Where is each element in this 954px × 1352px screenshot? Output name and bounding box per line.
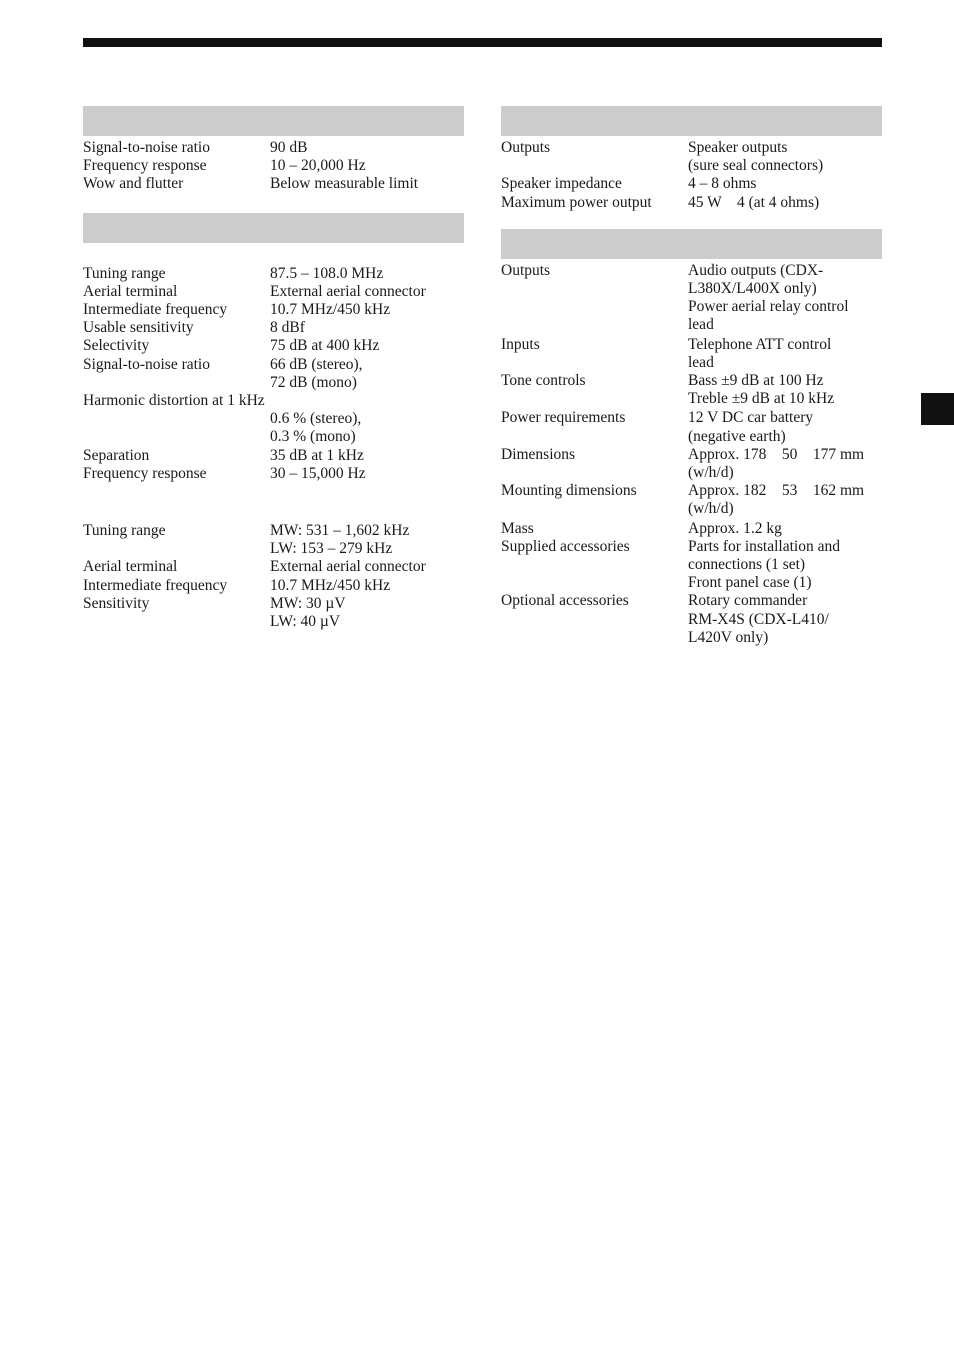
spec-label: Supplied accessories [501,537,630,555]
spec-value: RM-X4S (CDX-L410/ [688,610,829,628]
spec-label: Outputs [501,261,551,279]
spec-label: Intermediate frequency [83,576,228,594]
spec-label: Inputs [501,335,540,353]
spec-value: 45 W 4 (at 4 ohms) [688,193,820,211]
spec-row [501,482,882,518]
spec-label: Usable sensitivity [83,319,194,337]
spec-label: Mass [501,519,534,537]
spec-row [501,538,882,593]
spec-row [501,592,882,647]
spec-label: Frequency response [83,157,207,175]
spec-value: L420V only) [688,628,769,646]
spec-label: Mounting dimensions [501,482,637,500]
spec-row [83,465,464,483]
spec-label: Harmonic distortion at 1 kHz [83,392,265,410]
spec-value: 10 – 20,000 Hz [270,157,366,175]
player-section-header [83,106,464,136]
spec-value: (sure seal connectors) [688,157,824,175]
spec-value: 0.3 % (mono) [270,428,356,446]
general-section-specs [501,262,882,647]
top-rule [83,38,882,47]
spec-row [501,336,882,372]
right-column [501,106,882,647]
spec-label: Maximum power output [501,193,652,211]
spec-row [83,356,464,392]
spec-value: Audio outputs (CDX- [688,261,824,279]
spec-value: Approx. 178 50 177 mm [688,445,865,463]
spec-value: (w/h/d) [688,464,734,482]
spec-value: External aerial connector [270,558,426,576]
spec-value: Below measurable limit [270,175,419,193]
spec-row [83,447,464,465]
spec-value: lead [688,353,714,371]
spec-value: (negative earth) [688,427,786,445]
player-section-specs [83,139,464,194]
spec-label: Power requirements [501,409,626,427]
spec-value: 66 dB (stereo), [270,355,363,373]
spec-value: Parts for installation and [688,537,840,555]
spec-value: Front panel case (1) [688,574,812,592]
spec-label: Outputs [501,139,551,156]
spec-row [83,522,464,558]
spec-label: Optional accessories [501,592,629,610]
spec-label: Tone controls [501,372,586,390]
amplifier-section-header [501,106,882,136]
spec-row [501,446,882,482]
spec-value: Bass ±9 dB at 100 Hz [688,372,824,390]
spec-label: Aerial terminal [83,558,178,576]
spec-row [83,337,464,355]
spec-value: LW: 153 – 279 kHz [270,540,393,558]
spec-label: Speaker impedance [501,175,622,193]
tuner-am-specs [83,522,464,631]
spec-value: Speaker outputs [688,139,788,156]
spec-label: Separation [83,446,150,464]
spec-label: Signal-to-noise ratio [83,355,210,373]
spec-row [501,139,882,175]
spec-value: External aerial connector [270,282,426,300]
spec-value: 10.7 MHz/450 kHz [270,576,391,594]
spec-value: Approx. 1.2 kg [688,519,782,537]
spec-row [83,319,464,337]
spec-row [83,139,464,157]
spec-label: Tuning range [83,522,166,540]
spec-value: Telephone ATT control [688,335,832,353]
spec-row [83,265,464,283]
spec-value: 75 dB at 400 kHz [270,337,380,355]
spec-value: 90 dB [270,139,308,156]
spec-label: Wow and flutter [83,175,184,193]
spec-label: Frequency response [83,464,207,482]
spec-value: 87.5 – 108.0 MHz [270,264,384,282]
spec-value: 30 – 15,000 Hz [270,464,366,482]
spec-value: MW: 531 – 1,602 kHz [270,522,410,540]
spec-row [83,283,464,301]
amplifier-section-specs [501,139,882,212]
spec-label: Dimensions [501,445,576,463]
spec-value: 35 dB at 1 kHz [270,446,364,464]
spec-row [83,157,464,175]
spec-row [83,595,464,631]
spec-value: Treble ±9 dB at 10 kHz [688,390,835,408]
spec-label: Tuning range [83,264,166,282]
spec-value: (w/h/d) [688,500,734,518]
spec-value: 72 dB (mono) [270,373,357,391]
spec-label: Sensitivity [83,594,150,612]
spec-value: connections (1 set) [688,556,806,574]
left-column [83,106,464,631]
spec-row [83,301,464,319]
spec-label: Intermediate frequency [83,301,228,319]
spec-row [83,392,464,410]
spec-value: L380X/L400X only) [688,280,817,298]
spec-value: MW: 30 µV [270,594,346,612]
general-section-header [501,229,882,259]
spec-value: 0.6 % (stereo), [270,410,362,428]
spec-row [501,372,882,408]
spec-row [83,410,464,446]
spec-value: Power aerial relay control [688,298,849,316]
spec-row [501,194,882,212]
spec-row [501,409,882,445]
spec-value: 4 – 8 ohms [688,175,757,193]
spec-row [501,262,882,335]
spec-row [501,520,882,538]
spec-value: 8 dBf [270,319,305,337]
spec-row [501,175,882,193]
spec-row [83,577,464,595]
spec-value: LW: 40 µV [270,613,341,631]
spec-value: lead [688,316,714,334]
spec-label: Signal-to-noise ratio [83,139,210,156]
spec-value: 12 V DC car battery [688,409,814,427]
spec-row [83,175,464,193]
spec-value: 10.7 MHz/450 kHz [270,301,391,319]
spec-label: Selectivity [83,337,150,355]
spec-value: Approx. 182 53 162 mm [688,482,865,500]
spec-row [83,558,464,576]
spec-label: Aerial terminal [83,282,178,300]
tuner-fm-specs [83,265,464,483]
section-tab-marker [921,393,954,425]
spec-value: Rotary commander [688,592,808,610]
tuner-section-header [83,213,464,243]
